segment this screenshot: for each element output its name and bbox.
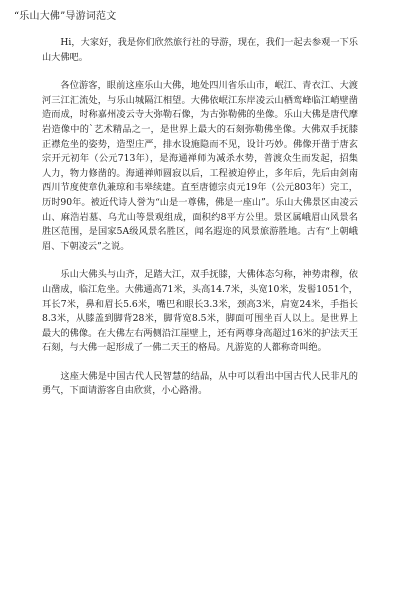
paragraph-greeting: Hi，大家好，我是你们欣然旅行社的导游，现在，我们一起去参观一下乐山大佛吧。 [42, 37, 358, 63]
document-title: “乐山大佛”导游词范文 [14, 11, 117, 22]
document-body [42, 36, 358, 413]
paragraph-dimensions: 乐山大佛头与山齐，足踏大江，双手抚膝，大佛体态匀称，神势肃穆，依山凿成，临江危坐。大佛通高71米，头高14.7米，头宽10米，发髻1051个，耳长7米，鼻和眉长5.6米，嘴巴和眼长3.3米，颈高3米，肩宽24米，手指长8.3米，从膝盖到脚背28米，脚背宽8.5米，脚面可围坐百人以上。是世界上最大的佛像。在大佛左右两侧沿江崖壁上，还有两尊身高超过16米的护法天王石刻，与大佛一起形成了一佛二天王的格局。凡游览的人都称奇叫绝。 [42, 269, 358, 354]
paragraph-introduction: 各位游客，眼前这座乐山大佛，地处四川省乐山市，岷江、青衣江、大渡河三江汇流处，与乐山城隔江相望。大佛依岷江东岸凌云山栖鸾峰临江峭壁凿造而成，时称嘉州凌云寺大弥勒石像，为古弥勒佛的坐像。乐山大佛是唐代摩岩造像中的`艺术精品之一，是世界上最大的石刻弥勒佛坐像。大佛双手抚膝正襟危坐的姿势，造型庄严，排水设施隐而不见，设计巧妙。佛像开凿于唐玄宗开元初年（公元713年），是海通禅师为减杀水势，普渡众生而发起，招集人力，物力修凿的。海通禅师圆寂以后，工程被迫停止，多年后，先后由剑南西川节度使章仇兼琼和韦皋续建。直至唐德宗贞元19年（公元803年）完工，历时90年。被近代诗人誉为“山是一尊佛，佛是一座山”。乐山大佛景区由凌云山、麻浩岩墓、乌尤山等景观组成，面积约8平方公里。景区属峨眉山风景名胜区范围，是国家5A级风景名胜区，闻名遐迩的风景旅游胜地。古有“上朝峨眉、下朝凌云”之说。 [42, 80, 358, 252]
paragraph-closing: 这座大佛是中国古代人民智慧的结晶，从中可以看出中国古代人民非凡的勇气，下面请游客自由欣赏，小心路滑。 [42, 370, 358, 397]
